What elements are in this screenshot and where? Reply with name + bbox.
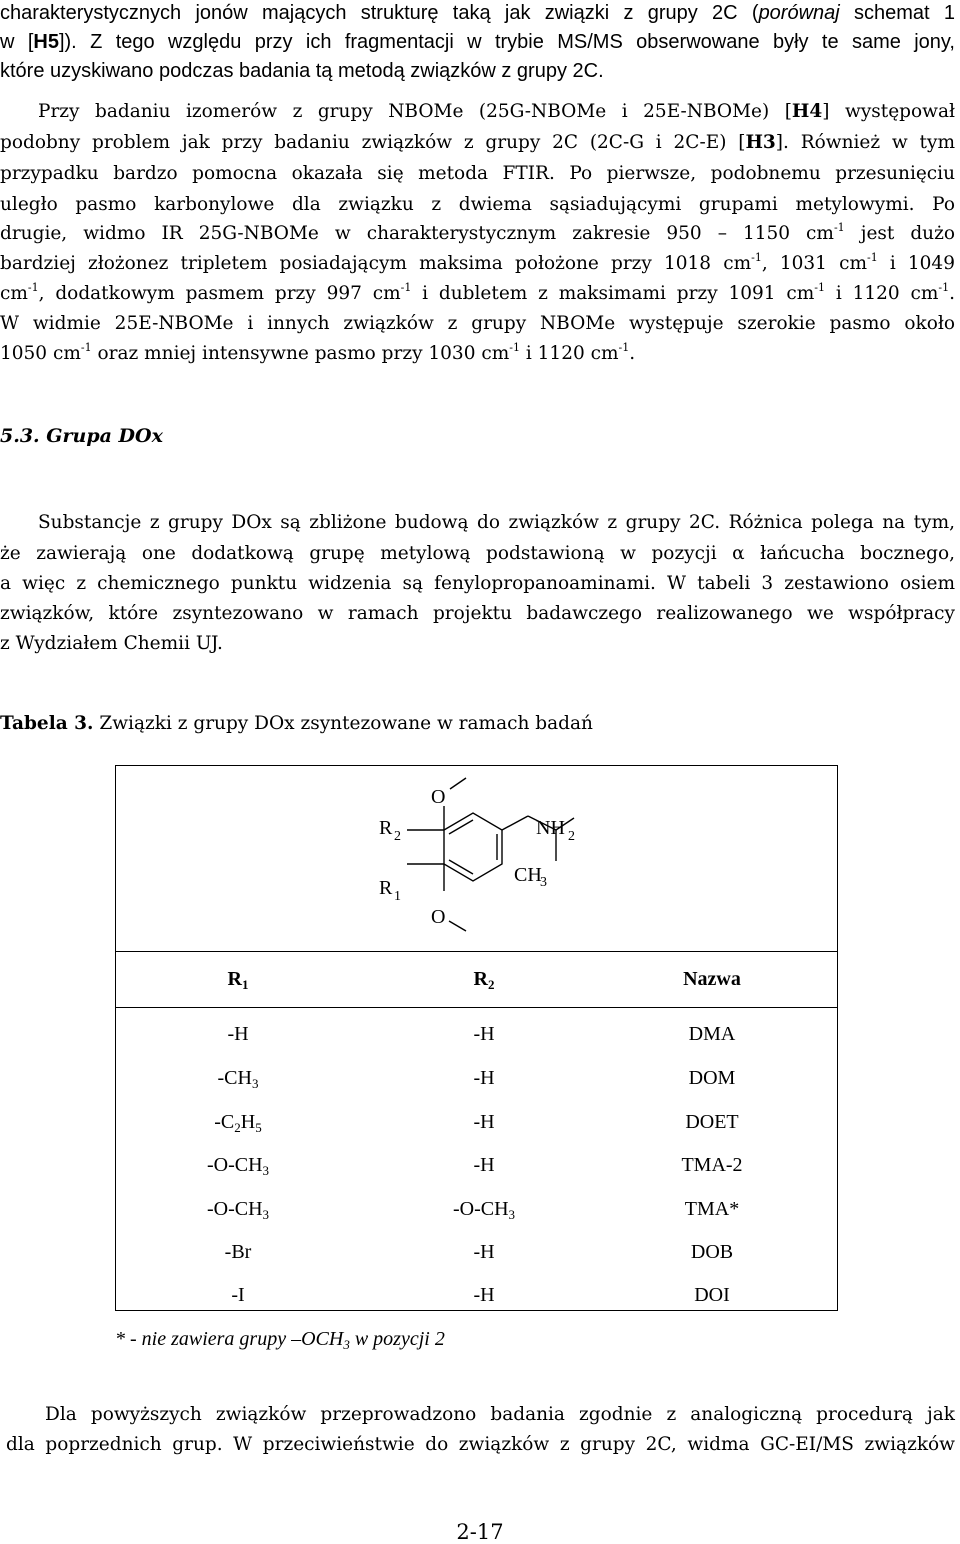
text-line: charakterystycznych jonów mających strukturę taką jak związki z grupy 2C (porównaj schemat 1 bbox=[0, 2, 955, 24]
text-line: uległo pasmo karbonylowe dla związku z dwiema sąsiadującymi grupami metylowymi. Po bbox=[0, 194, 955, 215]
cell-nazwa: TMA-2 bbox=[681, 1154, 743, 1176]
text-line: z Wydziałem Chemii UJ. bbox=[0, 633, 223, 654]
table-caption-text: Związki z grupy DOx zsyntezowane w ramach badań bbox=[93, 713, 593, 734]
cell-r1: $-C_2H_5$ bbox=[214, 1111, 262, 1135]
structure-r2-sub: 2 bbox=[394, 829, 401, 844]
table-caption-label: Tabela 3. bbox=[0, 713, 94, 734]
text-line: które uzyskiwano podczas badania tą metodą związków z grupy 2C. bbox=[0, 60, 604, 82]
text-line: Substancje z grupy DOx są zbliżone budową do związków z grupy 2C. Różnica polega na tym, bbox=[38, 512, 955, 533]
text-line: W widmie 25E-NBOMe i innych związków z grupy NBOMe występuje szerokie pasmo około bbox=[0, 313, 955, 334]
structure-o-bottom: O bbox=[431, 906, 446, 928]
table-caption bbox=[0, 712, 593, 736]
text-line: dla poprzednich grup. W przeciwieństwie do związków z grupy 2C, widma GC-EI/MS związków bbox=[6, 1434, 955, 1455]
table-footnote: * - nie zawiera grupy $-OCH_3$ w pozycji 2 bbox=[115, 1328, 445, 1352]
cell-r1: -H bbox=[227, 1023, 249, 1045]
text-line: 1050 $cm^{-1}$ oraz mniej intensywne pasmo przy 1030 $cm^{-1}$ i 1120 $cm^{-1}$. bbox=[0, 341, 636, 364]
structure-ch3-sub: 3 bbox=[540, 875, 547, 890]
text-line: Dla powyższych związków przeprowadzono badania zgodnie z analogiczną procedurą jak bbox=[45, 1404, 955, 1425]
text-line: $cm^{-1}$, dodatkowym pasmem przy 997 $cm^{-1}$ i dubletem z maksimami przy 1091 $cm^{-1}$ i 1120 $cm^{-1}$. bbox=[0, 281, 956, 304]
cell-r2: -H bbox=[473, 1111, 495, 1133]
section-heading bbox=[0, 425, 163, 447]
cell-r1: $-CH_3$ bbox=[217, 1067, 259, 1091]
text-line: przypadku bardzo pomocna okazała się metoda FTIR. Po pierwsze, podobnemu przesunięciu bbox=[0, 163, 955, 184]
text-line: w [H5]). Z tego względu przy ich fragmentacji w trybie MS/MS obserwowane były te same jony, bbox=[0, 31, 955, 53]
structure-ch3: CH bbox=[514, 864, 542, 886]
cell-r2: -H bbox=[473, 1284, 495, 1306]
chemical-structure bbox=[116, 766, 837, 951]
text-line: podobny problem jak przy badaniu związków z grupy 2C (2C-G i 2C-E) [H3]. Również w tym bbox=[0, 132, 955, 153]
cell-nazwa: DOB bbox=[690, 1241, 734, 1263]
page-number: 2-17 bbox=[456, 1520, 504, 1544]
cell-nazwa: DMA bbox=[688, 1023, 736, 1045]
text-line: że zawierają one dodatkową grupę metylową podstawioną w pozycji α łańcucha bocznego, bbox=[0, 543, 955, 564]
structure-nh2-sub: 2 bbox=[568, 829, 575, 844]
structure-r2: R bbox=[379, 817, 393, 839]
section-title: Grupa DOx bbox=[46, 425, 163, 447]
table-divider bbox=[116, 951, 837, 952]
compounds-table bbox=[115, 765, 838, 1311]
cell-r2: -H bbox=[473, 1023, 495, 1045]
header-r2: $R_2$ bbox=[473, 968, 495, 992]
text-line: związków, które zsyntezowano w ramach projektu badawczego realizowanego we współpracy bbox=[0, 603, 955, 624]
structure-o-top: O bbox=[431, 786, 446, 808]
cell-r2: -H bbox=[473, 1154, 495, 1176]
cell-r1: $-O-CH_3$ bbox=[206, 1198, 270, 1222]
cell-nazwa: TMA* bbox=[684, 1198, 740, 1220]
cell-r2: $-O-CH_3$ bbox=[452, 1198, 516, 1222]
cell-r2: -H bbox=[473, 1067, 495, 1089]
cell-nazwa: DOET bbox=[685, 1111, 739, 1133]
cell-r2: -H bbox=[473, 1241, 495, 1263]
structure-r1-sub: 1 bbox=[394, 889, 401, 904]
section-number: 5.3. bbox=[0, 425, 40, 447]
cell-r1: -Br bbox=[224, 1241, 252, 1263]
text-line: bardziej złożonez tripletem posiadającym maksima położone przy 1018 $cm^{-1}$, 1031 $cm^{-1}$ i 1049 bbox=[0, 251, 955, 274]
header-r1: $R_1$ bbox=[227, 968, 249, 992]
header-nazwa: Nazwa bbox=[683, 968, 741, 990]
cell-r1: -I bbox=[231, 1284, 245, 1306]
text-line: Przy badaniu izomerów z grupy NBOMe (25G-NBOMe i 25E-NBOMe) [H4] występował bbox=[38, 101, 956, 122]
text-line: a więc z chemicznego punktu widzenia są fenylopropanoaminami. W tabeli 3 zestawiono osiem bbox=[0, 573, 955, 594]
structure-r1: R bbox=[379, 877, 393, 899]
cell-nazwa: DOI bbox=[694, 1284, 730, 1306]
cell-r1: $-O-CH_3$ bbox=[206, 1154, 270, 1178]
text-line: drugie, widmo IR 25G-NBOMe w charakterystycznym zakresie 950 – 1150 $cm^{-1}$ jest dużo bbox=[0, 221, 955, 244]
table-divider bbox=[116, 1007, 837, 1008]
structure-nh2: NH bbox=[536, 817, 565, 839]
cell-nazwa: DOM bbox=[688, 1067, 736, 1089]
